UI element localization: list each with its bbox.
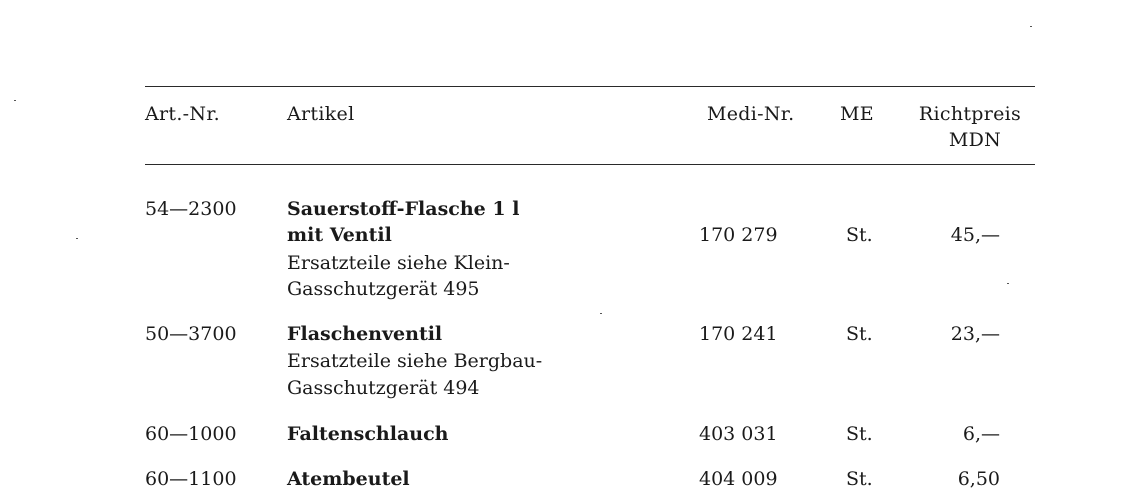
column-header-me: ME xyxy=(840,103,874,125)
table-row-me: St. xyxy=(846,423,873,445)
table-row-me: St. xyxy=(846,224,873,246)
table-row-art-nr: 50—3700 xyxy=(145,323,237,345)
table-row-price: 6,— xyxy=(962,423,1000,445)
table-row-description: Gasschutzgerät 494 xyxy=(287,377,480,399)
scan-speck xyxy=(14,100,16,101)
column-header-mdn: MDN xyxy=(948,129,1002,151)
column-header-artikel: Artikel xyxy=(287,103,355,125)
table-row-me: St. xyxy=(846,468,873,490)
table-row-art-nr: 54—2300 xyxy=(145,198,237,220)
scan-speck xyxy=(600,313,602,314)
table-row-medi-nr: 404 009 xyxy=(699,468,778,490)
table-row-description: Gasschutzgerät 495 xyxy=(287,278,480,300)
column-header-richtpreis: Richtpreis xyxy=(918,103,1022,125)
table-row-description: Ersatzteile siehe Bergbau- xyxy=(287,350,543,372)
table-row-title: Atembeutel xyxy=(287,468,410,490)
table-row-art-nr: 60—1100 xyxy=(145,468,237,490)
column-header-medi-nr: Medi-Nr. xyxy=(707,103,795,125)
table-row-title: mit Ventil xyxy=(287,224,392,246)
table-row-medi-nr: 170 279 xyxy=(699,224,778,246)
table-row-art-nr: 60—1000 xyxy=(145,423,237,445)
table-row-title: Faltenschlauch xyxy=(287,423,449,445)
table-row-medi-nr: 170 241 xyxy=(699,323,778,345)
table-row-title: Sauerstoff-Flasche 1 l xyxy=(287,198,520,220)
table-row-price: 6,50 xyxy=(957,468,1000,490)
table-row-price: 23,— xyxy=(950,323,1000,345)
table-row-price: 45,— xyxy=(950,224,1000,246)
scan-speck xyxy=(1007,283,1009,284)
scan-speck xyxy=(1030,26,1032,27)
table-row-title: Flaschenventil xyxy=(287,323,443,345)
column-header-art-nr: Art.-Nr. xyxy=(145,103,220,125)
scan-speck xyxy=(76,238,78,239)
table-row-medi-nr: 403 031 xyxy=(699,423,778,445)
table-row-me: St. xyxy=(846,323,873,345)
header-bottom-rule xyxy=(145,164,1035,165)
table-row-description: Ersatzteile siehe Klein- xyxy=(287,252,510,274)
header-top-rule xyxy=(145,86,1035,87)
